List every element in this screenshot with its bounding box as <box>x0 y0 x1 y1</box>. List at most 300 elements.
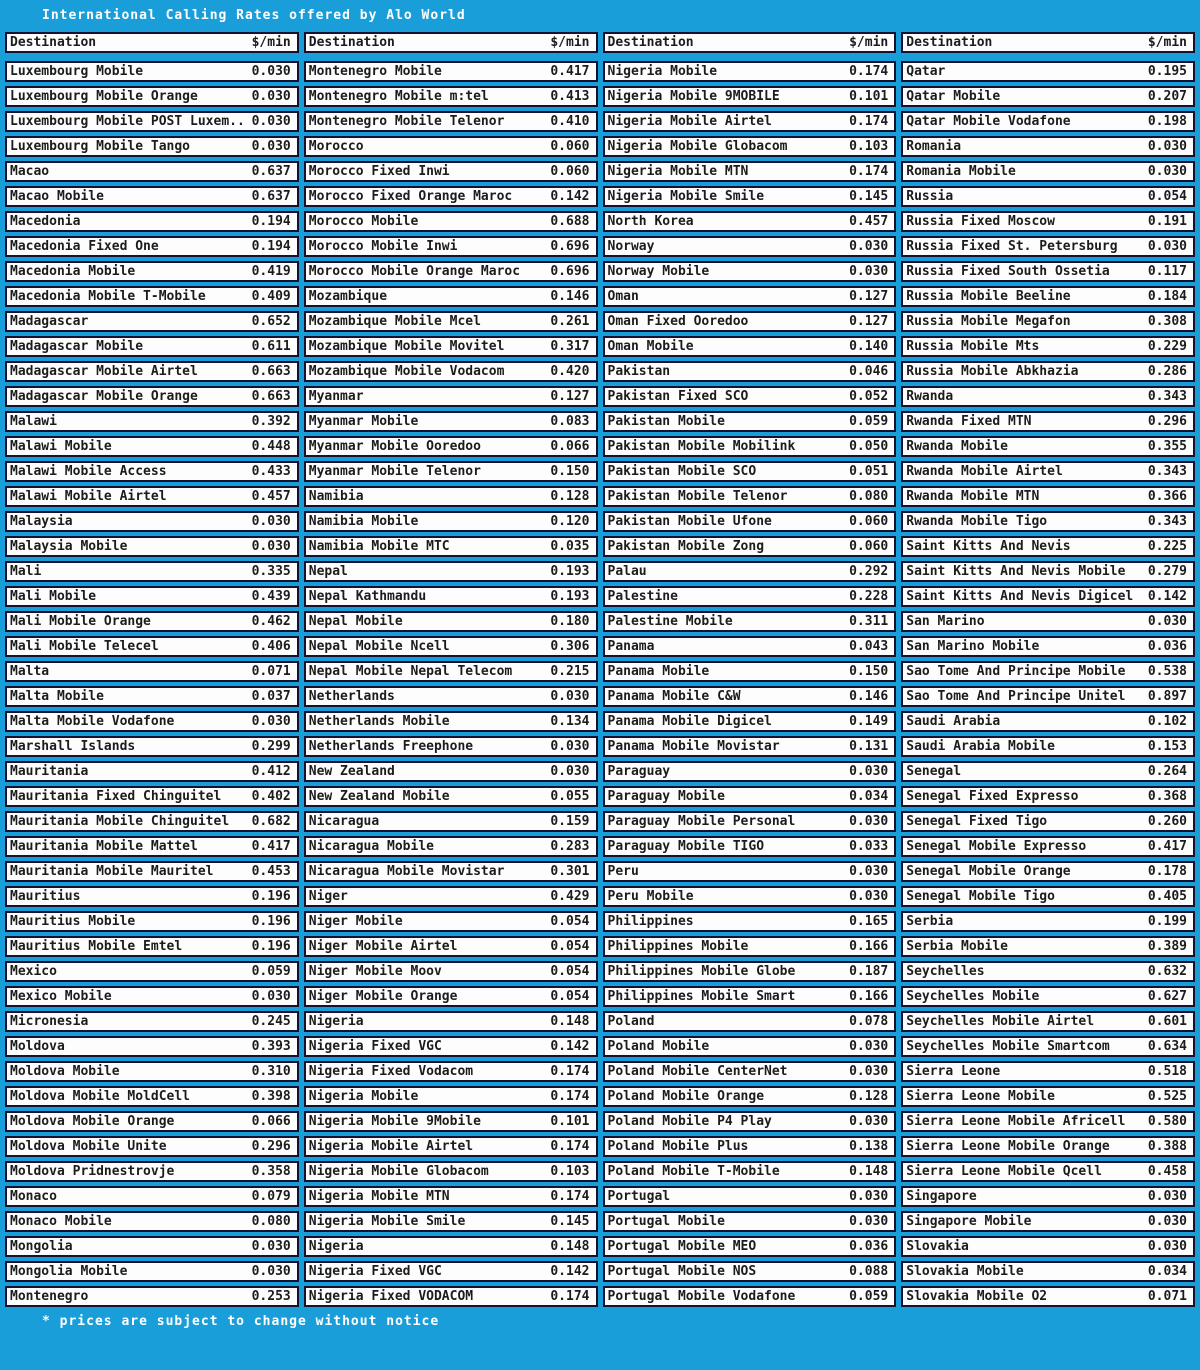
destination-cell: Luxembourg Mobile <box>10 64 144 79</box>
rate-row <box>304 1161 598 1182</box>
rate-row <box>5 936 299 957</box>
rate-row <box>901 936 1195 957</box>
destination-cell: Pakistan Fixed SCO <box>607 389 749 404</box>
destination-cell: Morocco Mobile <box>308 214 419 229</box>
destination-cell: Macao Mobile <box>10 189 104 204</box>
rate-row <box>5 361 299 382</box>
destination-cell: Panama Mobile Movistar <box>607 739 780 754</box>
rate-row <box>603 886 897 907</box>
rate-cell: 0.079 <box>251 1189 291 1204</box>
destination-cell: Russia Mobile Beeline <box>906 289 1071 304</box>
rate-cell: 0.148 <box>550 1014 590 1029</box>
rate-cell: 0.120 <box>550 514 590 529</box>
rate-row <box>304 1086 598 1107</box>
destination-cell: Portugal Mobile NOS <box>607 1264 757 1279</box>
destination-cell: Moldova Mobile Unite <box>10 1139 167 1154</box>
rate-cell: 0.419 <box>251 264 291 279</box>
rate-row <box>603 436 897 457</box>
destination-cell: Moldova Mobile Orange <box>10 1114 175 1129</box>
rate-row <box>901 336 1195 357</box>
rate-cell: 0.199 <box>1147 914 1187 929</box>
rate-cell: 0.127 <box>849 289 889 304</box>
rate-cell: 0.343 <box>1147 514 1187 529</box>
destination-cell: Portugal <box>607 1189 671 1204</box>
column-rows <box>5 61 299 1307</box>
destination-cell: Senegal <box>906 764 962 779</box>
destination-cell: Sao Tome And Principe Unitel <box>906 689 1126 704</box>
rate-cell: 0.306 <box>550 639 590 654</box>
destination-cell: Paraguay Mobile <box>607 789 725 804</box>
rate-cell: 0.030 <box>251 139 291 154</box>
destination-cell: Philippines <box>607 914 694 929</box>
rate-row <box>304 186 598 207</box>
rate-cell: 0.030 <box>251 64 291 79</box>
rate-cell: 0.036 <box>849 1239 889 1254</box>
rate-row <box>5 886 299 907</box>
rate-row <box>304 286 598 307</box>
rate-row <box>304 236 598 257</box>
rate-cell: 0.174 <box>550 1289 590 1304</box>
rate-row <box>304 161 598 182</box>
destination-cell: Myanmar Mobile Ooredoo <box>308 439 481 454</box>
rate-cell: 0.142 <box>1147 589 1187 604</box>
destination-cell: Qatar <box>906 64 946 79</box>
rate-cell: 0.335 <box>251 564 291 579</box>
rate-cell: 0.149 <box>849 714 889 729</box>
rate-row <box>5 536 299 557</box>
rate-cell: 0.060 <box>550 164 590 179</box>
rate-cell: 0.060 <box>550 139 590 154</box>
rate-cell: 0.101 <box>849 89 889 104</box>
rate-row <box>901 1136 1195 1157</box>
destination-cell: Senegal Mobile Expresso <box>906 839 1087 854</box>
rate-cell: 0.166 <box>849 989 889 1004</box>
destination-cell: Poland Mobile Orange <box>607 1089 765 1104</box>
rate-cell: 0.299 <box>251 739 291 754</box>
rate-row <box>5 1286 299 1307</box>
rate-row <box>5 511 299 532</box>
destination-cell: Mexico <box>10 964 57 979</box>
rate-cell: 0.538 <box>1147 664 1187 679</box>
rate-cell: 0.286 <box>1147 364 1187 379</box>
rate-row <box>901 711 1195 732</box>
destination-cell: Panama Mobile <box>607 664 710 679</box>
rate-row <box>901 286 1195 307</box>
destination-cell: Poland Mobile CenterNet <box>607 1064 788 1079</box>
rate-cell: 0.030 <box>251 89 291 104</box>
destination-cell: Palau <box>607 564 647 579</box>
rate-row <box>901 511 1195 532</box>
rate-row <box>5 611 299 632</box>
rate-cell: 0.696 <box>550 239 590 254</box>
rate-cell: 0.071 <box>251 664 291 679</box>
destination-cell: Namibia <box>308 489 364 504</box>
rate-row <box>304 436 598 457</box>
rate-row <box>5 686 299 707</box>
destination-cell: Poland Mobile P4 Play <box>607 1114 772 1129</box>
destination-cell: Panama Mobile C&W <box>607 689 741 704</box>
rate-row <box>603 86 897 107</box>
destination-cell: Madagascar Mobile <box>10 339 144 354</box>
rate-row <box>5 1236 299 1257</box>
destination-cell: Portugal Mobile <box>607 1214 725 1229</box>
rate-cell: 0.261 <box>550 314 590 329</box>
rate-row <box>901 61 1195 82</box>
destination-cell: Poland Mobile T-Mobile <box>607 1164 780 1179</box>
rate-row <box>901 236 1195 257</box>
destination-cell: Nicaragua Mobile <box>308 839 434 854</box>
destination-cell: Pakistan Mobile Ufone <box>607 514 772 529</box>
rate-row <box>603 986 897 1007</box>
rate-row <box>603 511 897 532</box>
destination-cell: Seychelles <box>906 964 985 979</box>
rate-cell: 0.174 <box>849 164 889 179</box>
rates-table <box>0 23 1200 1311</box>
rate-row <box>304 761 598 782</box>
destination-cell: Moldova Mobile MoldCell <box>10 1089 191 1104</box>
rates-column-4 <box>901 32 1195 1311</box>
destination-cell: Sierra Leone Mobile <box>906 1089 1055 1104</box>
rate-cell: 0.580 <box>1147 1114 1187 1129</box>
rate-cell: 0.030 <box>849 264 889 279</box>
rate-row <box>5 336 299 357</box>
destination-cell: Palestine <box>607 589 678 604</box>
rate-cell: 0.518 <box>1147 1064 1187 1079</box>
rate-row <box>901 261 1195 282</box>
rate-row <box>5 161 299 182</box>
rate-cell: 0.389 <box>1147 939 1187 954</box>
destination-cell: Mali Mobile Orange <box>10 614 151 629</box>
rate-cell: 0.030 <box>849 239 889 254</box>
rate-cell: 0.035 <box>550 539 590 554</box>
destination-cell: Mauritania <box>10 764 89 779</box>
rate-cell: 0.207 <box>1147 89 1187 104</box>
destination-cell: Madagascar Mobile Airtel <box>10 364 198 379</box>
rate-row <box>304 1186 598 1207</box>
rate-cell: 0.652 <box>251 314 291 329</box>
rate-row <box>304 1286 598 1307</box>
destination-cell: New Zealand <box>308 764 395 779</box>
rate-cell: 0.030 <box>849 764 889 779</box>
destination-cell: Rwanda Mobile <box>906 439 1008 454</box>
rate-row <box>5 736 299 757</box>
rate-cell: 0.366 <box>1147 489 1187 504</box>
destination-cell: Rwanda Fixed MTN <box>906 414 1032 429</box>
destination-cell: Nigeria <box>308 1014 364 1029</box>
destination-cell: Paraguay Mobile TIGO <box>607 839 765 854</box>
rate-row <box>304 686 598 707</box>
column-rows <box>603 61 897 1307</box>
destination-cell: Mongolia Mobile <box>10 1264 128 1279</box>
rate-row <box>304 86 598 107</box>
rate-row <box>5 1111 299 1132</box>
destination-cell: Malawi Mobile <box>10 439 112 454</box>
destination-cell: Mozambique Mobile Mcel <box>308 314 481 329</box>
destination-cell: Malaysia <box>10 514 73 529</box>
rate-cell: 0.343 <box>1147 464 1187 479</box>
rate-row <box>5 786 299 807</box>
destination-cell: Seychelles Mobile Airtel <box>906 1014 1095 1029</box>
rate-row <box>5 286 299 307</box>
rate-row <box>304 886 598 907</box>
destination-cell: Slovakia Mobile O2 <box>906 1289 1048 1304</box>
rate-cell: 0.150 <box>550 464 590 479</box>
rate-cell: 0.663 <box>251 364 291 379</box>
rate-row <box>304 1261 598 1282</box>
rate-row <box>5 1036 299 1057</box>
rates-column-1 <box>5 32 299 1311</box>
rate-cell: 0.174 <box>849 114 889 129</box>
destination-cell: Nicaragua Mobile Movistar <box>308 864 505 879</box>
rate-cell: 0.054 <box>1147 189 1187 204</box>
destination-cell: San Marino Mobile <box>906 639 1040 654</box>
destination-cell: Morocco Mobile Inwi <box>308 239 458 254</box>
rate-cell: 0.103 <box>849 139 889 154</box>
destination-cell: Mozambique <box>308 289 388 304</box>
rate-row <box>5 1136 299 1157</box>
destination-cell: Nepal Kathmandu <box>308 589 427 604</box>
destination-cell: Senegal Fixed Tigo <box>906 814 1048 829</box>
destination-cell: Monaco Mobile <box>10 1214 112 1229</box>
rate-row <box>5 411 299 432</box>
destination-cell: Malawi Mobile Airtel <box>10 489 167 504</box>
destination-cell: Rwanda Mobile MTN <box>906 489 1040 504</box>
rate-row <box>5 211 299 232</box>
destination-cell: Senegal Mobile Tigo <box>906 889 1055 904</box>
rate-row <box>603 1186 897 1207</box>
rate-cell: 0.054 <box>550 989 590 1004</box>
rate-row <box>603 1011 897 1032</box>
rate-row <box>901 1036 1195 1057</box>
destination-cell: Namibia Mobile <box>308 514 419 529</box>
rate-row <box>5 311 299 332</box>
rate-row <box>901 561 1195 582</box>
destination-cell: Mali Mobile Telecel <box>10 639 159 654</box>
rate-row <box>304 1111 598 1132</box>
rate-cell: 0.355 <box>1147 439 1187 454</box>
destination-cell: Russia <box>906 189 954 204</box>
destination-cell: Netherlands <box>308 689 395 704</box>
rate-row <box>603 761 897 782</box>
rate-row <box>901 811 1195 832</box>
rate-cell: 0.406 <box>251 639 291 654</box>
destination-cell: Nigeria <box>308 1239 364 1254</box>
rate-row <box>603 136 897 157</box>
rate-cell: 0.196 <box>251 914 291 929</box>
rate-row <box>5 261 299 282</box>
rate-row <box>901 1211 1195 1232</box>
rate-row <box>901 1186 1195 1207</box>
rate-cell: 0.030 <box>849 814 889 829</box>
destination-cell: Senegal Mobile Orange <box>906 864 1071 879</box>
rate-row <box>304 1036 598 1057</box>
rate-cell: 0.448 <box>251 439 291 454</box>
destination-cell: Mauritania Mobile Mauritel <box>10 864 214 879</box>
destination-cell: Sao Tome And Principe Mobile <box>906 664 1126 679</box>
rate-cell: 0.611 <box>251 339 291 354</box>
rate-row <box>304 1211 598 1232</box>
destination-cell: Mauritius Mobile <box>10 914 136 929</box>
rate-row <box>901 536 1195 557</box>
rate-row <box>304 136 598 157</box>
rate-cell: 0.187 <box>849 964 889 979</box>
rate-row <box>304 1061 598 1082</box>
rate-row <box>304 461 598 482</box>
destination-cell: Sierra Leone Mobile Qcell <box>906 1164 1102 1179</box>
rate-cell: 0.388 <box>1147 1139 1187 1154</box>
destination-cell: Rwanda Mobile Airtel <box>906 464 1063 479</box>
rate-cell: 0.071 <box>1147 1289 1187 1304</box>
rate-row <box>603 1061 897 1082</box>
rate-cell: 0.525 <box>1147 1089 1187 1104</box>
destination-cell: Seychelles Mobile Smartcom <box>906 1039 1110 1054</box>
rate-cell: 0.142 <box>550 1039 590 1054</box>
rate-row <box>5 1161 299 1182</box>
destination-cell: Nigeria Mobile Smile <box>607 189 765 204</box>
rate-row <box>603 111 897 132</box>
page-title: International Calling Rates offered by Alo World <box>42 8 466 23</box>
rate-row <box>901 386 1195 407</box>
rate-cell: 0.127 <box>550 389 590 404</box>
destination-cell: Portugal Mobile MEO <box>607 1239 757 1254</box>
rate-row <box>603 1036 897 1057</box>
destination-cell: Nepal Mobile <box>308 614 403 629</box>
rate-row <box>901 211 1195 232</box>
rate-cell: 0.034 <box>849 789 889 804</box>
rate-row <box>603 411 897 432</box>
rate-cell: 0.417 <box>1147 839 1187 854</box>
rate-cell: 0.030 <box>1147 1189 1187 1204</box>
rate-cell: 0.043 <box>849 639 889 654</box>
destination-cell: Slovakia Mobile <box>906 1264 1024 1279</box>
destination-cell: Moldova Mobile <box>10 1064 120 1079</box>
destination-cell: Nigeria Mobile Globacom <box>607 139 788 154</box>
destination-cell: Panama Mobile Digicel <box>607 714 772 729</box>
destination-cell: Nicaragua <box>308 814 380 829</box>
rate-row <box>901 686 1195 707</box>
rate-row <box>603 236 897 257</box>
destination-cell: Nigeria Mobile MTN <box>607 164 749 179</box>
rate-cell: 0.368 <box>1147 789 1187 804</box>
rate-row <box>901 986 1195 1007</box>
destination-cell: Nigeria Fixed VGC <box>308 1264 442 1279</box>
destination-cell: Nigeria Mobile Airtel <box>308 1139 474 1154</box>
rate-cell: 0.343 <box>1147 389 1187 404</box>
destination-cell: Saudi Arabia <box>906 714 1001 729</box>
rate-cell: 0.030 <box>1147 1239 1187 1254</box>
rate-row <box>5 761 299 782</box>
rate-cell: 0.462 <box>251 614 291 629</box>
rate-cell: 0.030 <box>849 1039 889 1054</box>
rate-cell: 0.054 <box>550 914 590 929</box>
rate-row <box>603 161 897 182</box>
rate-cell: 0.453 <box>251 864 291 879</box>
rate-row <box>5 1186 299 1207</box>
rate-cell: 0.457 <box>251 489 291 504</box>
destination-cell: Macedonia Mobile <box>10 264 136 279</box>
rate-cell: 0.634 <box>1147 1039 1187 1054</box>
rate-cell: 0.030 <box>849 864 889 879</box>
rate-row <box>603 561 897 582</box>
destination-cell: Mongolia <box>10 1239 73 1254</box>
rate-cell: 0.412 <box>251 764 291 779</box>
rate-cell: 0.417 <box>550 64 590 79</box>
rate-cell: 0.165 <box>849 914 889 929</box>
rate-row <box>901 911 1195 932</box>
rate-cell: 0.059 <box>849 1289 889 1304</box>
rate-cell: 0.439 <box>251 589 291 604</box>
rate-row <box>901 136 1195 157</box>
destination-cell: Poland Mobile <box>607 1039 710 1054</box>
destination-cell: Mali Mobile <box>10 589 97 604</box>
rate-cell: 0.146 <box>550 289 590 304</box>
destination-cell: Nepal Mobile Nepal Telecom <box>308 664 513 679</box>
rate-cell: 0.292 <box>849 564 889 579</box>
destination-cell: Nigeria Fixed Vodacom <box>308 1064 474 1079</box>
rate-cell: 0.409 <box>251 289 291 304</box>
rate-row <box>603 261 897 282</box>
rate-cell: 0.030 <box>251 539 291 554</box>
destination-cell: Malawi <box>10 414 57 429</box>
rate-cell: 0.050 <box>849 439 889 454</box>
rate-cell: 0.117 <box>1147 264 1187 279</box>
destination-cell: Nigeria Mobile Globacom <box>308 1164 489 1179</box>
rate-row <box>901 761 1195 782</box>
rate-cell: 0.142 <box>550 189 590 204</box>
rate-row <box>901 436 1195 457</box>
rate-cell: 0.134 <box>550 714 590 729</box>
destination-cell: Saint Kitts And Nevis <box>906 539 1071 554</box>
destination-cell: Norway Mobile <box>607 264 710 279</box>
rate-cell: 0.059 <box>849 414 889 429</box>
rate-cell: 0.030 <box>849 889 889 904</box>
rate-cell: 0.174 <box>550 1139 590 1154</box>
rate-row <box>901 1086 1195 1107</box>
rate-row <box>901 311 1195 332</box>
rate-row <box>901 611 1195 632</box>
destination-cell: Mozambique Mobile Vodacom <box>308 364 505 379</box>
destination-cell: Singapore <box>906 1189 977 1204</box>
rate-cell: 0.178 <box>1147 864 1187 879</box>
rate-row <box>603 636 897 657</box>
rate-cell: 0.260 <box>1147 814 1187 829</box>
rate-cell: 0.194 <box>251 214 291 229</box>
destination-cell: Serbia Mobile <box>906 939 1008 954</box>
rate-row <box>901 1236 1195 1257</box>
destination-cell: Morocco <box>308 139 364 154</box>
destination-cell: Netherlands Freephone <box>308 739 474 754</box>
rate-cell: 0.148 <box>849 1164 889 1179</box>
rate-cell: 0.632 <box>1147 964 1187 979</box>
rate-cell: 0.296 <box>1147 414 1187 429</box>
rate-cell: 0.310 <box>251 1064 291 1079</box>
destination-cell: Saint Kitts And Nevis Mobile <box>906 564 1126 579</box>
rate-cell: 0.046 <box>849 364 889 379</box>
destination-cell: Nigeria Mobile 9Mobile <box>308 1114 481 1129</box>
rate-cell: 0.030 <box>1147 239 1187 254</box>
rate-row <box>603 736 897 757</box>
rate-cell: 0.030 <box>1147 614 1187 629</box>
destination-cell: Montenegro Mobile Telenor <box>308 114 505 129</box>
destination-cell: Poland <box>607 1014 655 1029</box>
destination-cell: Sierra Leone Mobile Africell <box>906 1114 1126 1129</box>
rate-cell: 0.194 <box>251 239 291 254</box>
rate-row <box>5 1211 299 1232</box>
destination-cell: Nepal Mobile Ncell <box>308 639 450 654</box>
destination-cell: Singapore Mobile <box>906 1214 1032 1229</box>
destination-cell: Nigeria Mobile Smile <box>308 1214 466 1229</box>
destination-cell: Philippines Mobile <box>607 939 749 954</box>
